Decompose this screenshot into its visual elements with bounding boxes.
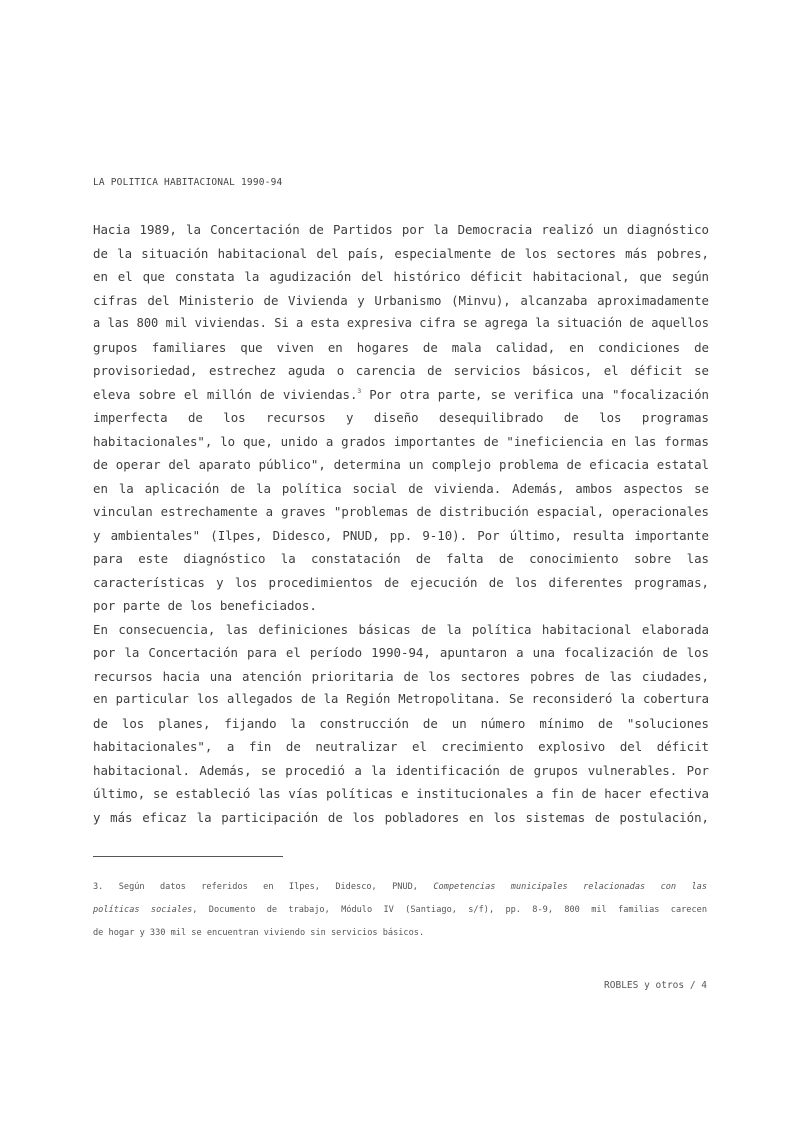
text-line: por parte de los beneficiados. — [93, 598, 317, 613]
text-line: por la Concertación para el período 1990-94, apuntaron a una focalización de los — [93, 645, 709, 660]
page-footer: ROBLES y otros / 4 — [604, 980, 707, 991]
text-line: a las 800 mil viviendas. Si a esta expresiva cifra se agrega la situación de aquellos — [93, 316, 709, 330]
text-line: habitacional. Además, se procedió a la identificación de grupos vulnerables. Por — [93, 762, 709, 778]
text-line: recursos hacia una atención prioritaria de los sectores pobres de las ciudades, — [93, 668, 709, 684]
text-line: y más eficaz la participación de los pobladores en los sistemas de postulación, — [93, 809, 709, 825]
footnote — [93, 876, 707, 945]
text-line: grupos familiares que viven en hogares de mala calidad, en condiciones de — [93, 339, 709, 355]
text-line: de operar del aparato público", determina un complejo problema de eficacia estatal — [93, 457, 709, 472]
text-line: habitacionales", lo que, unido a grados importantes de "ineficiencia en las formas — [93, 433, 709, 449]
text-line — [93, 383, 709, 407]
text-line: y ambientales" (Ilpes, Didesco, PNUD, pp. 9-10). Por último, resulta importante — [93, 527, 709, 543]
footnote-line — [93, 876, 707, 899]
text-line: características y los procedimientos de ejecución de los diferentes programas, — [93, 574, 709, 590]
text-line: habitacionales", a fin de neutralizar el crecimiento explosivo del déficit — [93, 739, 709, 754]
text-line: último, se estableció las vías políticas e institucionales a fin de hacer efectiva — [93, 786, 709, 801]
footnote-line — [93, 899, 707, 922]
footnote-divider — [93, 856, 283, 857]
section-heading: LA POLITICA HABITACIONAL 1990-94 — [93, 177, 283, 188]
text-line: en particular los allegados de la Región Metropolitana. Se reconsideró la cobertura — [93, 692, 709, 706]
text-line: para este diagnóstico la constatación de falta de conocimiento sobre las — [93, 551, 709, 566]
text-line: de la situación habitacional del país, especialmente de los sectores más pobres, — [93, 245, 709, 261]
footnote-line: de hogar y 330 mil se encuentran viviendo sin servicios básicos. — [93, 928, 425, 938]
text-segment: , Documento de trabajo, Módulo IV (Santiago, s/f), pp. 8-9, 800 mil familias carecen — [192, 905, 707, 915]
cited-title: Competencias municipales relacionadas con las — [433, 882, 707, 892]
text-segment: Por otra parte, se verifica una "focalización — [361, 386, 709, 402]
cited-title: políticas sociales — [93, 905, 193, 915]
text-line: provisoriedad, estrechez aguda o carencia de servicios básicos, el déficit se — [93, 363, 709, 378]
text-line: En consecuencia, las definiciones básicas de la política habitacional elaborada — [93, 621, 709, 637]
text-line: de los planes, fijando la construcción de un número mínimo de "soluciones — [93, 715, 709, 731]
text-line: imperfecta de los recursos y diseño desequilibrado de los programas — [93, 410, 709, 425]
text-line: vinculan estrechamente a graves "problemas de distribución espacial, operacionales — [93, 504, 709, 519]
text-segment: eleva sobre el millón de viviendas. — [93, 386, 358, 402]
body-text — [93, 218, 709, 829]
text-segment: 3. Según datos referidos en Ilpes, Didesco, PNUD, — [93, 882, 434, 892]
footnote-reference: 3 — [357, 387, 362, 395]
text-line: cifras del Ministerio de Vivienda y Urbanismo (Minvu), alcanzaba aproximadamente — [93, 292, 709, 308]
text-line: Hacia 1989, la Concertación de Partidos por la Democracia realizó un diagnóstico — [93, 222, 709, 237]
text-line: en la aplicación de la política social de vivienda. Además, ambos aspectos se — [93, 480, 709, 496]
text-line: en el que constata la agudización del histórico déficit habitacional, que según — [93, 269, 709, 284]
